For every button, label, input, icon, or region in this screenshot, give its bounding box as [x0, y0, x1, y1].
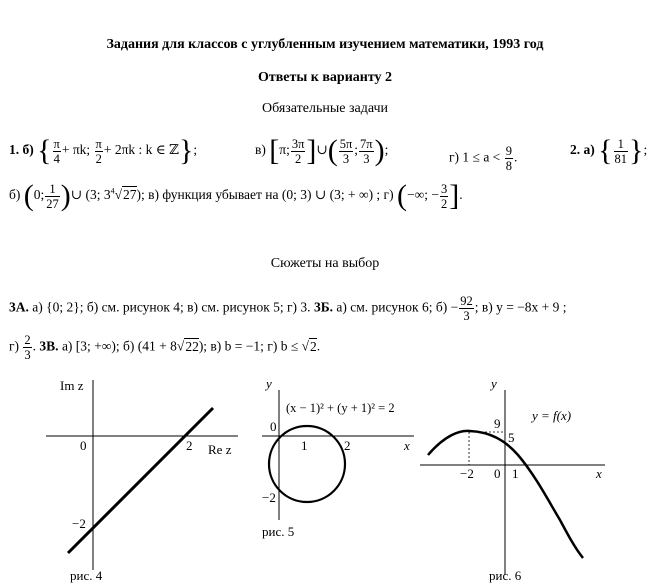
fraction: $\frac{\pi}{4}$: [53, 136, 60, 166]
answer-text: ; в) y = −8x + 9 ;: [474, 299, 567, 315]
section-required: Обязательные задачи: [261, 101, 389, 116]
figure-caption: рис. 4: [70, 568, 103, 583]
problem-1v-label: в): [255, 142, 266, 158]
answers-line-1-g: г) 1 ≤ a < $\frac{9}{8}$ .: [449, 144, 518, 173]
figure-caption: рис. 6: [489, 568, 522, 583]
x-axis-label: x: [404, 438, 410, 453]
x-tick-label: 1: [301, 438, 308, 453]
fraction: $\frac{5\pi}{3}$: [339, 136, 353, 166]
term: π;: [279, 142, 290, 158]
y-tick-label: 9: [494, 416, 501, 431]
fraction: $\frac{\pi}{2}$: [95, 136, 102, 166]
term: −∞; −: [406, 187, 439, 203]
x-axis-label: Re z: [208, 442, 232, 457]
y-tick-label: 5: [508, 430, 515, 445]
problem-1b-label: 1. б): [9, 142, 34, 158]
fraction: $\frac{3\pi}{2}$: [291, 136, 305, 166]
problem-1g-label: г) 1 ≤ a <: [449, 149, 501, 165]
page-title: Задания для классов с углубленным изучением математики, 1993 год: [106, 37, 544, 52]
answers-line-4: г) $\frac{2}{3}$ . 3В. а) [3; +∞); б) (41 + 8√22); в) b = −1; г) b ≤ √2.: [9, 333, 321, 362]
term: 0;: [33, 187, 45, 203]
equation-label: (x − 1)² + (y + 1)² = 2: [286, 401, 395, 415]
problem-3b-label: 3Б.: [313, 299, 333, 315]
paren-open: (: [327, 134, 338, 167]
term: + πk;: [61, 142, 91, 158]
term: + 2πk : k ∈ ℤ: [103, 142, 179, 158]
figure-4: [46, 378, 238, 583]
x-axis-label: x: [596, 466, 602, 481]
y-tick-label: −2: [262, 490, 276, 505]
problem-2b-label: б): [9, 187, 21, 203]
answer-text: а) [3; +∞); б) (41 + 8: [61, 338, 177, 354]
answers-line-1-v: в) [π; $\frac{3\pi}{2}$ ]∪( $\frac{5\pi}{3}$ ; $\frac{7\pi}{3}$ );: [255, 134, 389, 167]
figure-caption: рис. 5: [262, 524, 295, 539]
origin-label: 0: [494, 466, 501, 481]
answers-line-2: б) (0; $\frac{1}{27}$ )∪ (3; $3^4√27$); в) функция убывает на (0; 3) ∪ (3; + ∞) ; г) (−∞; − $\frac{3}{2}$ ].: [9, 179, 463, 212]
fraction: $\frac{3}{2}$: [440, 181, 448, 211]
bracket-close: ]: [306, 134, 317, 167]
fraction: $\frac{9}{8}$: [505, 144, 512, 173]
fraction: $\frac{92}{3}$: [460, 294, 473, 323]
answer-text: а) см. рисунок 6; б) −: [336, 299, 459, 315]
bracket-open: [: [269, 134, 280, 167]
problem-2a-label: 2. а): [570, 142, 595, 158]
page-subtitle: Ответы к варианту 2: [257, 70, 393, 85]
brace-open: {: [37, 134, 52, 167]
origin-label: 0: [80, 438, 87, 453]
origin-label: 0: [270, 419, 277, 434]
y-axis-label: y: [491, 376, 497, 391]
answer-text: ); в) b = −1; г) b ≤: [198, 338, 299, 354]
figure-5: [262, 376, 414, 539]
radicand: 2: [310, 338, 317, 354]
fraction: $\frac{1}{81}$: [614, 136, 628, 166]
y-axis-label: y: [266, 376, 272, 391]
graph-line: [68, 408, 213, 553]
x-tick-label: 2: [344, 438, 351, 453]
x-tick-label: −2: [460, 466, 474, 481]
x-tick-label: 2: [186, 438, 193, 453]
y-tick-label: −2: [72, 516, 86, 531]
x-tick-label: 1: [512, 466, 519, 481]
answer-text: а) {0; 2}; б) см. рисунок 4; в) см. рисунок 5; г) 3.: [32, 299, 311, 315]
fraction: $\frac{1}{27}$: [46, 181, 59, 211]
union-symbol: ∪: [316, 142, 328, 158]
root-index: 4: [110, 186, 115, 196]
paren-open: (: [396, 179, 407, 212]
brace-open: {: [598, 134, 613, 167]
fraction: $\frac{7\pi}{3}$: [360, 136, 373, 166]
term: .: [316, 338, 321, 354]
y-axis-label: Im z: [60, 378, 84, 393]
answer-text: ); в) функция убывает на (0; 3) ∪ (3; + ∞) ; г): [136, 187, 394, 203]
fraction: $\frac{2}{3}$: [24, 333, 31, 362]
function-label: y = f(x): [532, 408, 572, 423]
section-optional: Сюжеты на выбор: [270, 256, 380, 271]
problem-3v-label: 3В.: [39, 338, 59, 354]
answers-line-1-2a: 2. а) { $\frac{1}{81}$ };: [570, 134, 648, 167]
bracket-close: ]: [449, 179, 460, 212]
term: ∪ (3; 3: [70, 187, 111, 203]
paren-close: ): [60, 179, 71, 212]
paren-open: (: [23, 179, 34, 212]
answers-line-1: 1. б) { $\frac{\pi}{4}$ + πk; $\frac{\pi}{2}$ + 2πk : k ∈ ℤ};: [9, 134, 198, 167]
radicand: 27: [123, 187, 137, 203]
brace-close: }: [179, 134, 194, 167]
figure-6: [420, 376, 605, 583]
problem-3a-label: 3А.: [9, 299, 29, 315]
brace-close: }: [629, 134, 644, 167]
problem-3g-label: г): [9, 338, 20, 354]
paren-close: ): [374, 134, 385, 167]
radicand: 22: [185, 338, 199, 354]
